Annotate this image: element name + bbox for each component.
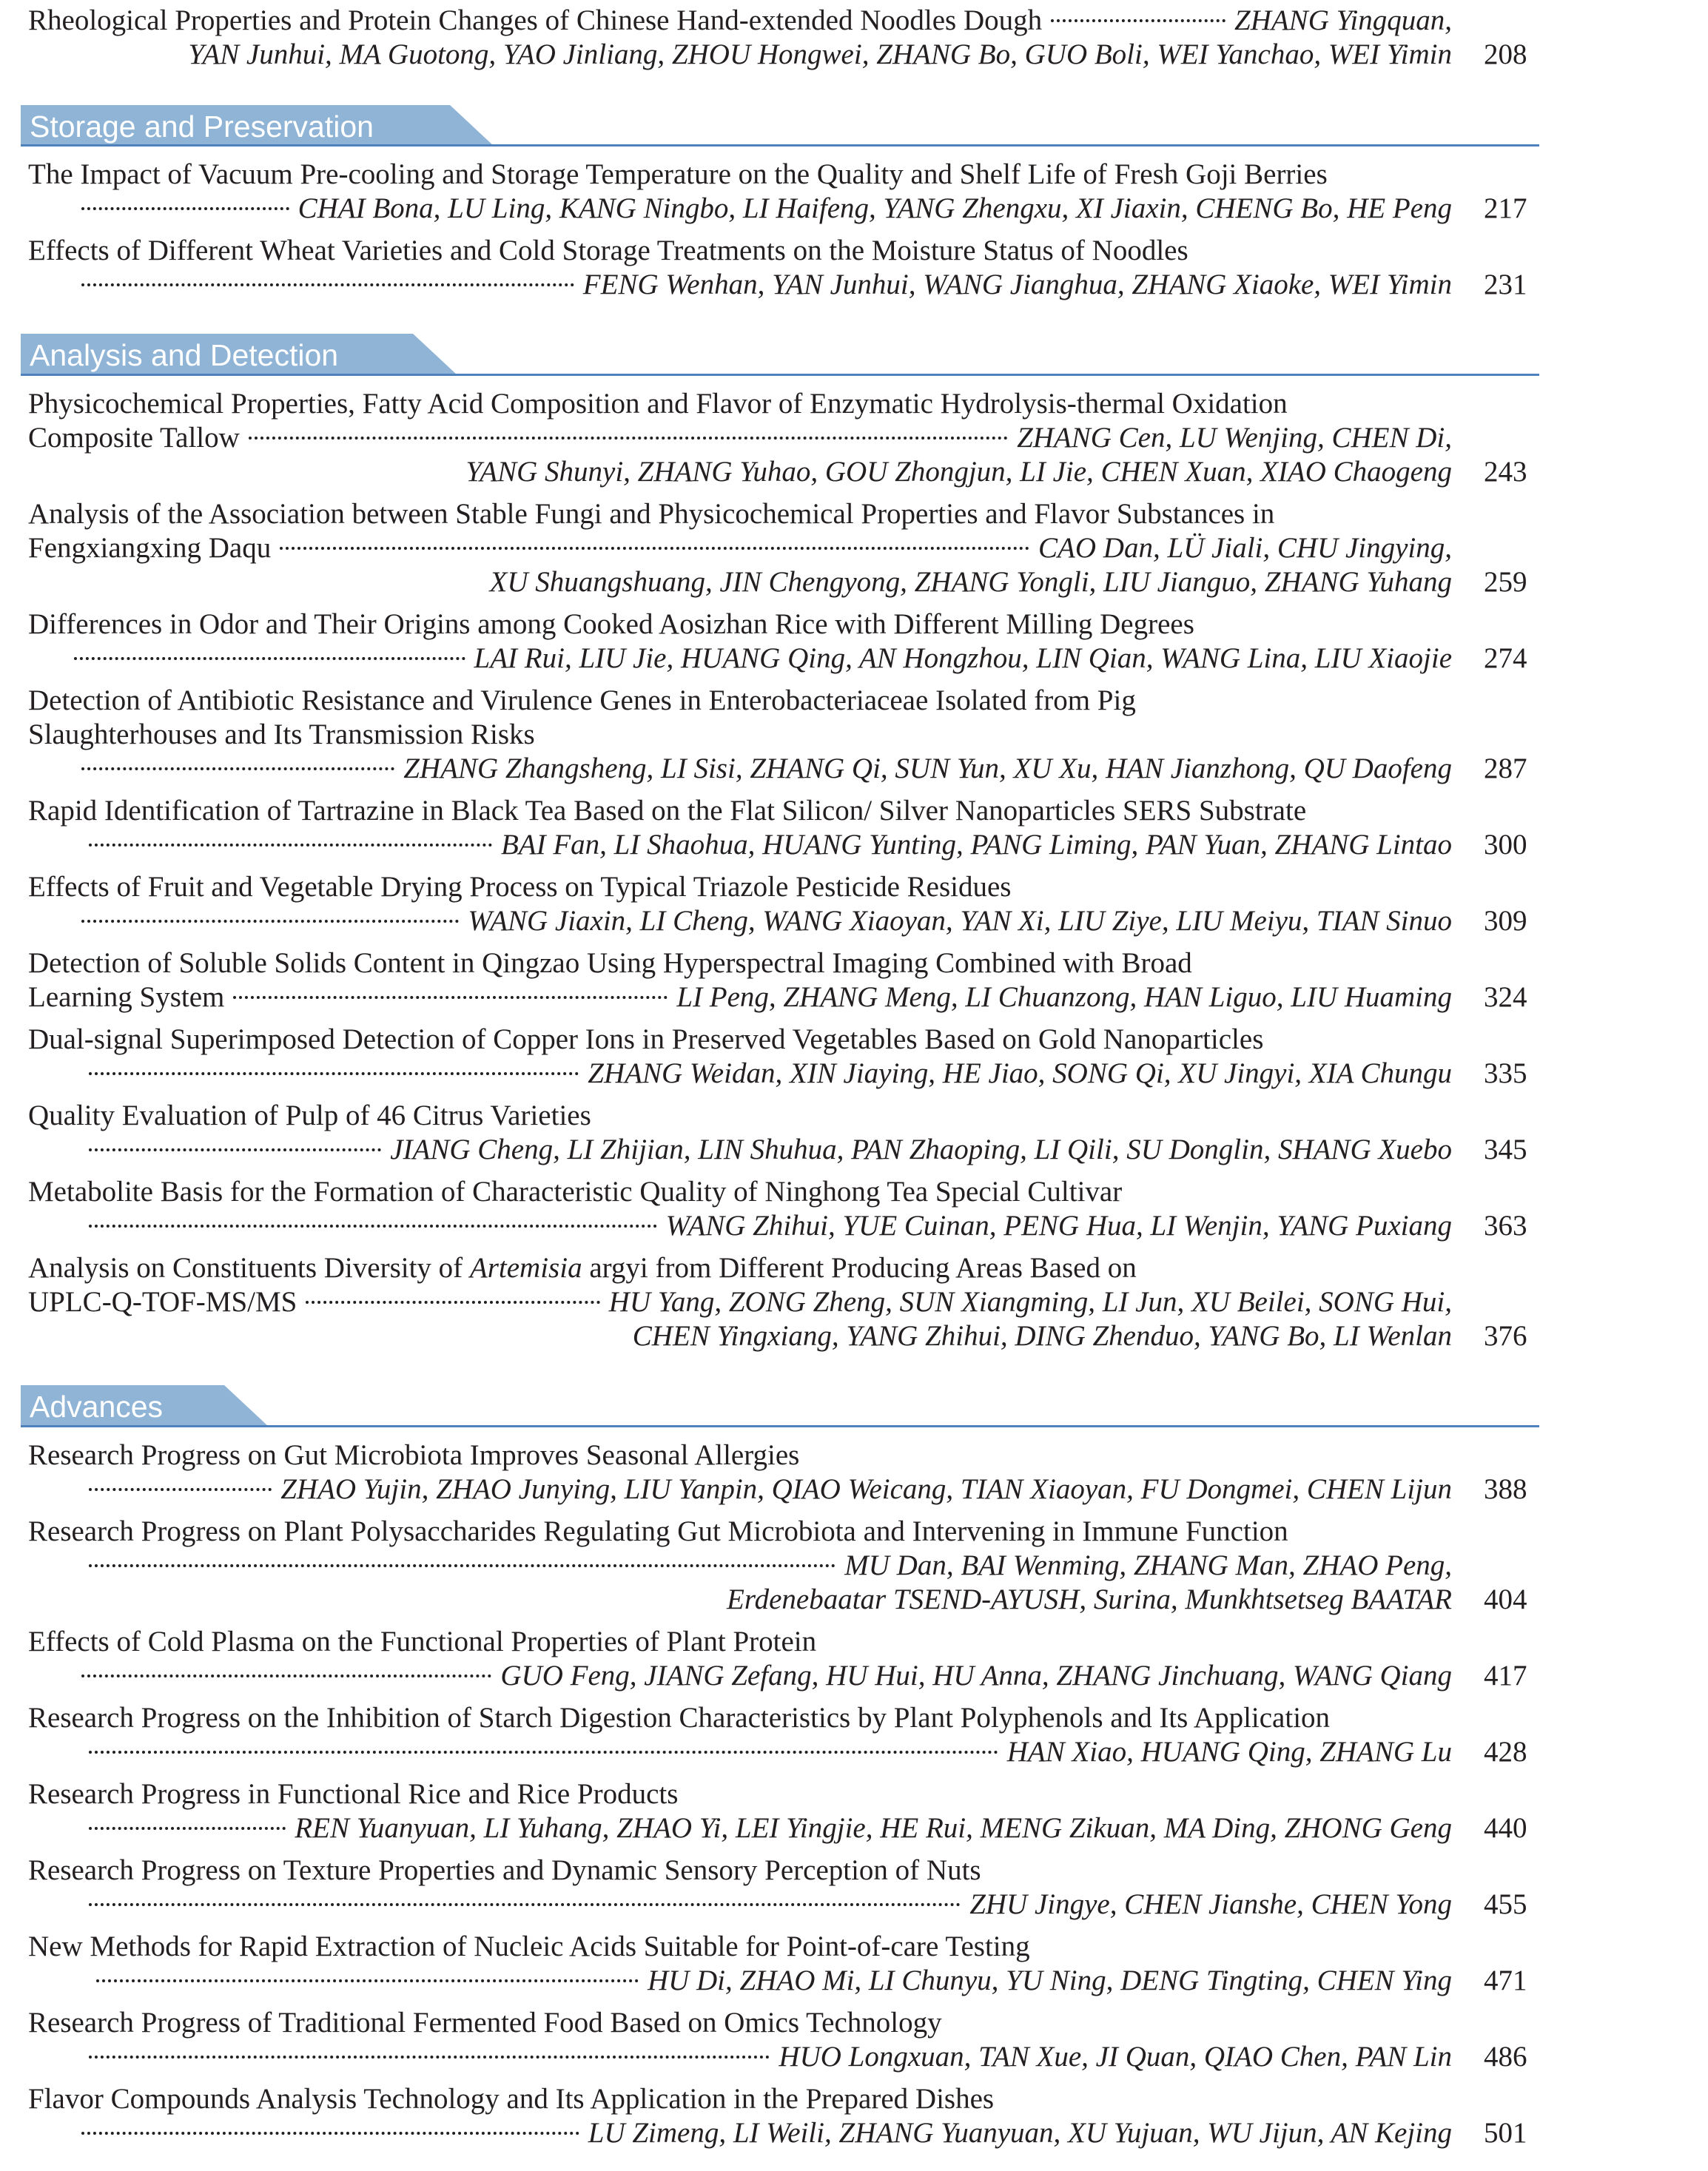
entry-authors: WANG Jiaxin, LI Cheng, WANG Xiaoyan, YAN Xi, LIU Ziye, LIU Meiyu, TIAN Sinuo	[468, 905, 1452, 937]
toc-entry-title-line	[28, 1285, 1452, 1319]
section-rule	[21, 374, 1539, 376]
section-title: Storage and Preservation	[30, 110, 374, 144]
entry-authors: MU Dan, BAI Wenming, ZHANG Man, ZHAO Peng,	[844, 1549, 1452, 1581]
entry-title: Differences in Odor and Their Origins among Cooked Aosizhan Rice with Different Milling Degrees	[28, 608, 1194, 640]
page-number: 231	[1484, 269, 1527, 300]
section-title: Advances	[30, 1390, 164, 1424]
page-number: 287	[1484, 753, 1527, 784]
entry-title: Research Progress of Traditional Fermented Food Based on Omics Technology	[28, 2007, 942, 2039]
entry-title: Research Progress on Gut Microbiota Improves Seasonal Allergies	[28, 1439, 800, 1471]
entry-authors: LI Peng, ZHANG Meng, LI Chuanzong, HAN Liguo, LIU Huaming	[676, 981, 1452, 1013]
entry-authors: CHAI Bona, LU Ling, KANG Ningbo, LI Haifeng, YANG Zhengxu, XI Jiaxin, CHENG Bo, HE Peng	[297, 192, 1452, 224]
dot-leader	[81, 283, 574, 286]
dot-leader	[89, 1751, 998, 1754]
entry-authors: JIANG Cheng, LI Zhijian, LIN Shuhua, PAN Zhaoping, LI Qili, SU Donglin, SHANG Xuebo	[390, 1134, 1452, 1165]
page-number: 363	[1484, 1210, 1527, 1242]
page-number: 428	[1484, 1736, 1527, 1768]
entry-title: Effects of Different Wheat Varieties and Cold Storage Treatments on the Moisture Status of Noodles	[28, 235, 1188, 266]
entry-authors-line	[89, 2040, 1452, 2074]
dot-leader	[89, 844, 492, 846]
entry-title-part: argyi from Different Producing Areas Based on	[589, 1252, 1137, 1284]
entry-authors-line	[89, 828, 1452, 862]
page-number: 243	[1484, 456, 1527, 488]
entry-authors: HAN Xiao, HUANG Qing, ZHANG Lu	[1006, 1736, 1452, 1768]
entry-authors: ZHU Jingye, CHEN Jianshe, CHEN Yong	[969, 1888, 1452, 1920]
entry-title: Rheological Properties and Protein Changes of Chinese Hand-extended Noodles Dough	[28, 4, 1043, 36]
dot-leader	[89, 1225, 657, 1228]
entry-authors: LAI Rui, LIU Jie, HUANG Qing, AN Hongzhou, LIN Qian, WANG Lina, LIU Xiaojie	[474, 642, 1452, 674]
entry-authors: REN Yuanyuan, LI Yuhang, ZHAO Yi, LEI Yingjie, HE Rui, MENG Zikuan, MA Ding, ZHONG Geng	[295, 1812, 1452, 1844]
page-number: 324	[1484, 981, 1527, 1013]
section-header-analysis	[21, 334, 457, 375]
entry-authors: YANG Shunyi, ZHANG Yuhao, GOU Zhongjun, LI Jie, CHEN Xuan, XIAO Chaogeng	[465, 456, 1452, 488]
page-number: 440	[1484, 1812, 1527, 1844]
entry-title: Research Progress on the Inhibition of Starch Digestion Characteristics by Plant Polyphenols and Its Application	[28, 1702, 1331, 1734]
entry-title: Fengxiangxing Daqu	[28, 532, 272, 564]
page-number: 259	[1484, 566, 1527, 598]
dot-leader	[81, 2132, 579, 2135]
dot-leader	[89, 1564, 835, 1567]
dot-leader	[81, 767, 394, 770]
dot-leader	[233, 996, 668, 999]
entry-authors-line	[89, 1209, 1452, 1243]
entry-authors: CAO Dan, LÜ Jiali, CHU Jingying,	[1038, 532, 1452, 564]
entry-authors-line	[81, 904, 1452, 938]
page-number: 335	[1484, 1057, 1527, 1089]
entry-title: Metabolite Basis for the Formation of Characteristic Quality of Ninghong Tea Special Cultivar	[28, 1176, 1123, 1208]
entry-title: Research Progress in Functional Rice and Rice Products	[28, 1778, 679, 1810]
page-number: 501	[1484, 2117, 1527, 2149]
entry-authors-line	[89, 1888, 1452, 1922]
entry-title: Research Progress on Texture Properties and Dynamic Sensory Perception of Nuts	[28, 1854, 981, 1886]
entry-authors: HU Yang, ZONG Zheng, SUN Xiangming, LI Jun, XU Beilei, SONG Hui,	[608, 1286, 1452, 1318]
entry-authors-line	[89, 1472, 1452, 1507]
entry-authors: WANG Zhihui, YUE Cuinan, PENG Hua, LI Wenjin, YANG Puxiang	[665, 1210, 1452, 1242]
entry-authors: YAN Junhui, MA Guotong, YAO Jinliang, ZHOU Hongwei, ZHANG Bo, GUO Boli, WEI Yanchao, WEI Yimin	[188, 38, 1452, 70]
page-number: 208	[1484, 38, 1527, 70]
dot-leader	[249, 437, 1008, 440]
entry-authors: ZHAO Yujin, ZHAO Junying, LIU Yanpin, QIAO Weicang, TIAN Xiaoyan, FU Dongmei, CHEN Lijun	[280, 1473, 1452, 1505]
entry-title: Physicochemical Properties, Fatty Acid Composition and Flavor of Enzymatic Hydrolysis-thermal Oxidation	[28, 388, 1288, 420]
dot-leader	[89, 1072, 579, 1075]
entry-title-part: Analysis on Constituents Diversity of	[28, 1252, 463, 1284]
dot-leader	[89, 1903, 961, 1906]
entry-authors-line	[81, 268, 1452, 302]
entry-title: New Methods for Rapid Extraction of Nucleic Acids Suitable for Point-of-care Testing	[28, 1931, 1030, 1962]
entry-authors-line	[74, 642, 1452, 676]
section-rule	[21, 144, 1539, 147]
entry-title: Learning System	[28, 981, 225, 1013]
entry-authors: BAI Fan, LI Shaohua, HUANG Yunting, PANG Liming, PAN Yuan, ZHANG Lintao	[500, 829, 1452, 861]
entry-authors-line	[96, 1964, 1452, 1998]
dot-leader	[280, 547, 1029, 550]
entry-title: The Impact of Vacuum Pre-cooling and Storage Temperature on the Quality and Shelf Life of Fresh Goji Berries	[28, 158, 1328, 190]
entry-title: Research Progress on Plant Polysaccharides Regulating Gut Microbiota and Intervening in Immune Function	[28, 1515, 1288, 1547]
dot-leader	[89, 2056, 770, 2059]
section-header-advances	[21, 1385, 269, 1427]
page-number: 404	[1484, 1583, 1527, 1615]
entry-title: UPLC-Q-TOF-MS/MS	[28, 1286, 297, 1318]
page-number: 486	[1484, 2041, 1527, 2073]
entry-title: Composite Tallow	[28, 422, 240, 454]
section-rule	[21, 1425, 1539, 1427]
entry-authors-line	[81, 2116, 1452, 2150]
entry-authors: FENG Wenhan, YAN Junhui, WANG Jianghua, ZHANG Xiaoke, WEI Yimin	[582, 269, 1452, 300]
entry-authors: CHEN Yingxiang, YANG Zhihui, DING Zhenduo, YANG Bo, LI Wenlan	[632, 1320, 1452, 1352]
page-number: 471	[1484, 1965, 1527, 1996]
entry-title: Dual-signal Superimposed Detection of Copper Ions in Preserved Vegetables Based on Gold Nanoparticles	[28, 1023, 1264, 1055]
section-header-storage	[21, 105, 494, 147]
dot-leader	[306, 1301, 599, 1304]
section-title: Analysis and Detection	[30, 338, 339, 372]
dot-leader	[81, 1674, 491, 1677]
entry-authors: ZHANG Cen, LU Wenjing, CHEN Di,	[1017, 422, 1452, 454]
entry-authors: Erdenebaatar TSEND-AYUSH, Surina, Munkhtsetseg BAATAR	[727, 1583, 1452, 1615]
dot-leader	[89, 1827, 286, 1830]
entry-title: Analysis of the Association between Stable Fungi and Physicochemical Properties and Flavor Substances in	[28, 498, 1275, 530]
entry-authors: ZHANG Weidan, XIN Jiaying, HE Jiao, SONG Qi, XU Jingyi, XIA Chungu	[588, 1057, 1452, 1089]
entry-authors-line	[89, 1735, 1452, 1769]
entry-authors-line	[81, 192, 1452, 226]
entry-authors: GUO Feng, JIANG Zefang, HU Hui, HU Anna, ZHANG Jinchuang, WANG Qiang	[500, 1660, 1452, 1692]
toc-entry-title-line	[28, 531, 1452, 565]
dot-leader	[89, 1148, 381, 1151]
entry-authors: HU Di, ZHAO Mi, LI Chunyu, YU Ning, DENG Tingting, CHEN Ying	[647, 1965, 1452, 1996]
entry-title: Effects of Cold Plasma on the Functional Properties of Plant Protein	[28, 1626, 817, 1657]
page-number: 300	[1484, 829, 1527, 861]
page-number: 345	[1484, 1134, 1527, 1165]
entry-authors-line	[89, 1811, 1452, 1845]
entry-title: Detection of Antibiotic Resistance and Virulence Genes in Enterobacteriaceae Isolated from Pig	[28, 684, 1136, 716]
page-number: 455	[1484, 1888, 1527, 1920]
toc-entry-title-line	[28, 980, 1452, 1014]
dot-leader	[96, 1979, 639, 1982]
page-number: 376	[1484, 1320, 1527, 1352]
entry-authors: HUO Longxuan, TAN Xue, JI Quan, QIAO Chen, PAN Lin	[779, 2041, 1452, 2073]
dot-leader	[89, 1488, 272, 1491]
entry-authors-line	[89, 1057, 1452, 1091]
dot-leader	[81, 207, 289, 210]
entry-title: Detection of Soluble Solids Content in Qingzao Using Hyperspectral Imaging Combined with Broad	[28, 947, 1192, 979]
entry-authors-line	[81, 1659, 1452, 1693]
entry-title	[28, 1251, 1137, 1285]
entry-title: Quality Evaluation of Pulp of 46 Citrus Varieties	[28, 1100, 591, 1131]
dot-leader	[1051, 19, 1225, 22]
entry-title: Rapid Identification of Tartrazine in Black Tea Based on the Flat Silicon/ Silver Nanoparticles SERS Substrate	[28, 795, 1307, 827]
dot-leader	[81, 920, 459, 923]
page-number: 417	[1484, 1660, 1527, 1692]
page-number: 274	[1484, 642, 1527, 674]
entry-authors: LU Zimeng, LI Weili, ZHANG Yuanyuan, XU Yujuan, WU Jijun, AN Kejing	[588, 2117, 1452, 2149]
page-number: 388	[1484, 1473, 1527, 1505]
entry-title: Flavor Compounds Analysis Technology and Its Application in the Prepared Dishes	[28, 2083, 995, 2115]
entry-authors-line	[81, 752, 1452, 786]
page-number: 217	[1484, 192, 1527, 224]
entry-title: Slaughterhouses and Its Transmission Risks	[28, 718, 535, 750]
entry-title: Effects of Fruit and Vegetable Drying Process on Typical Triazole Pesticide Residues	[28, 871, 1012, 903]
page-number: 309	[1484, 905, 1527, 937]
entry-authors-line	[89, 1133, 1452, 1167]
dot-leader	[74, 657, 465, 660]
toc-entry-title-line	[28, 421, 1452, 455]
entry-title-genus: Artemisia	[469, 1252, 582, 1284]
entry-authors: XU Shuangshuang, JIN Chengyong, ZHANG Yongli, LIU Jianguo, ZHANG Yuhang	[489, 566, 1452, 598]
toc-entry-title-line	[28, 4, 1452, 38]
entry-authors: ZHANG Zhangsheng, LI Sisi, ZHANG Qi, SUN Yun, XU Xu, HAN Jianzhong, QU Daofeng	[403, 753, 1452, 784]
entry-authors-line	[89, 1549, 1452, 1583]
entry-authors: ZHANG Yingquan,	[1234, 4, 1452, 36]
